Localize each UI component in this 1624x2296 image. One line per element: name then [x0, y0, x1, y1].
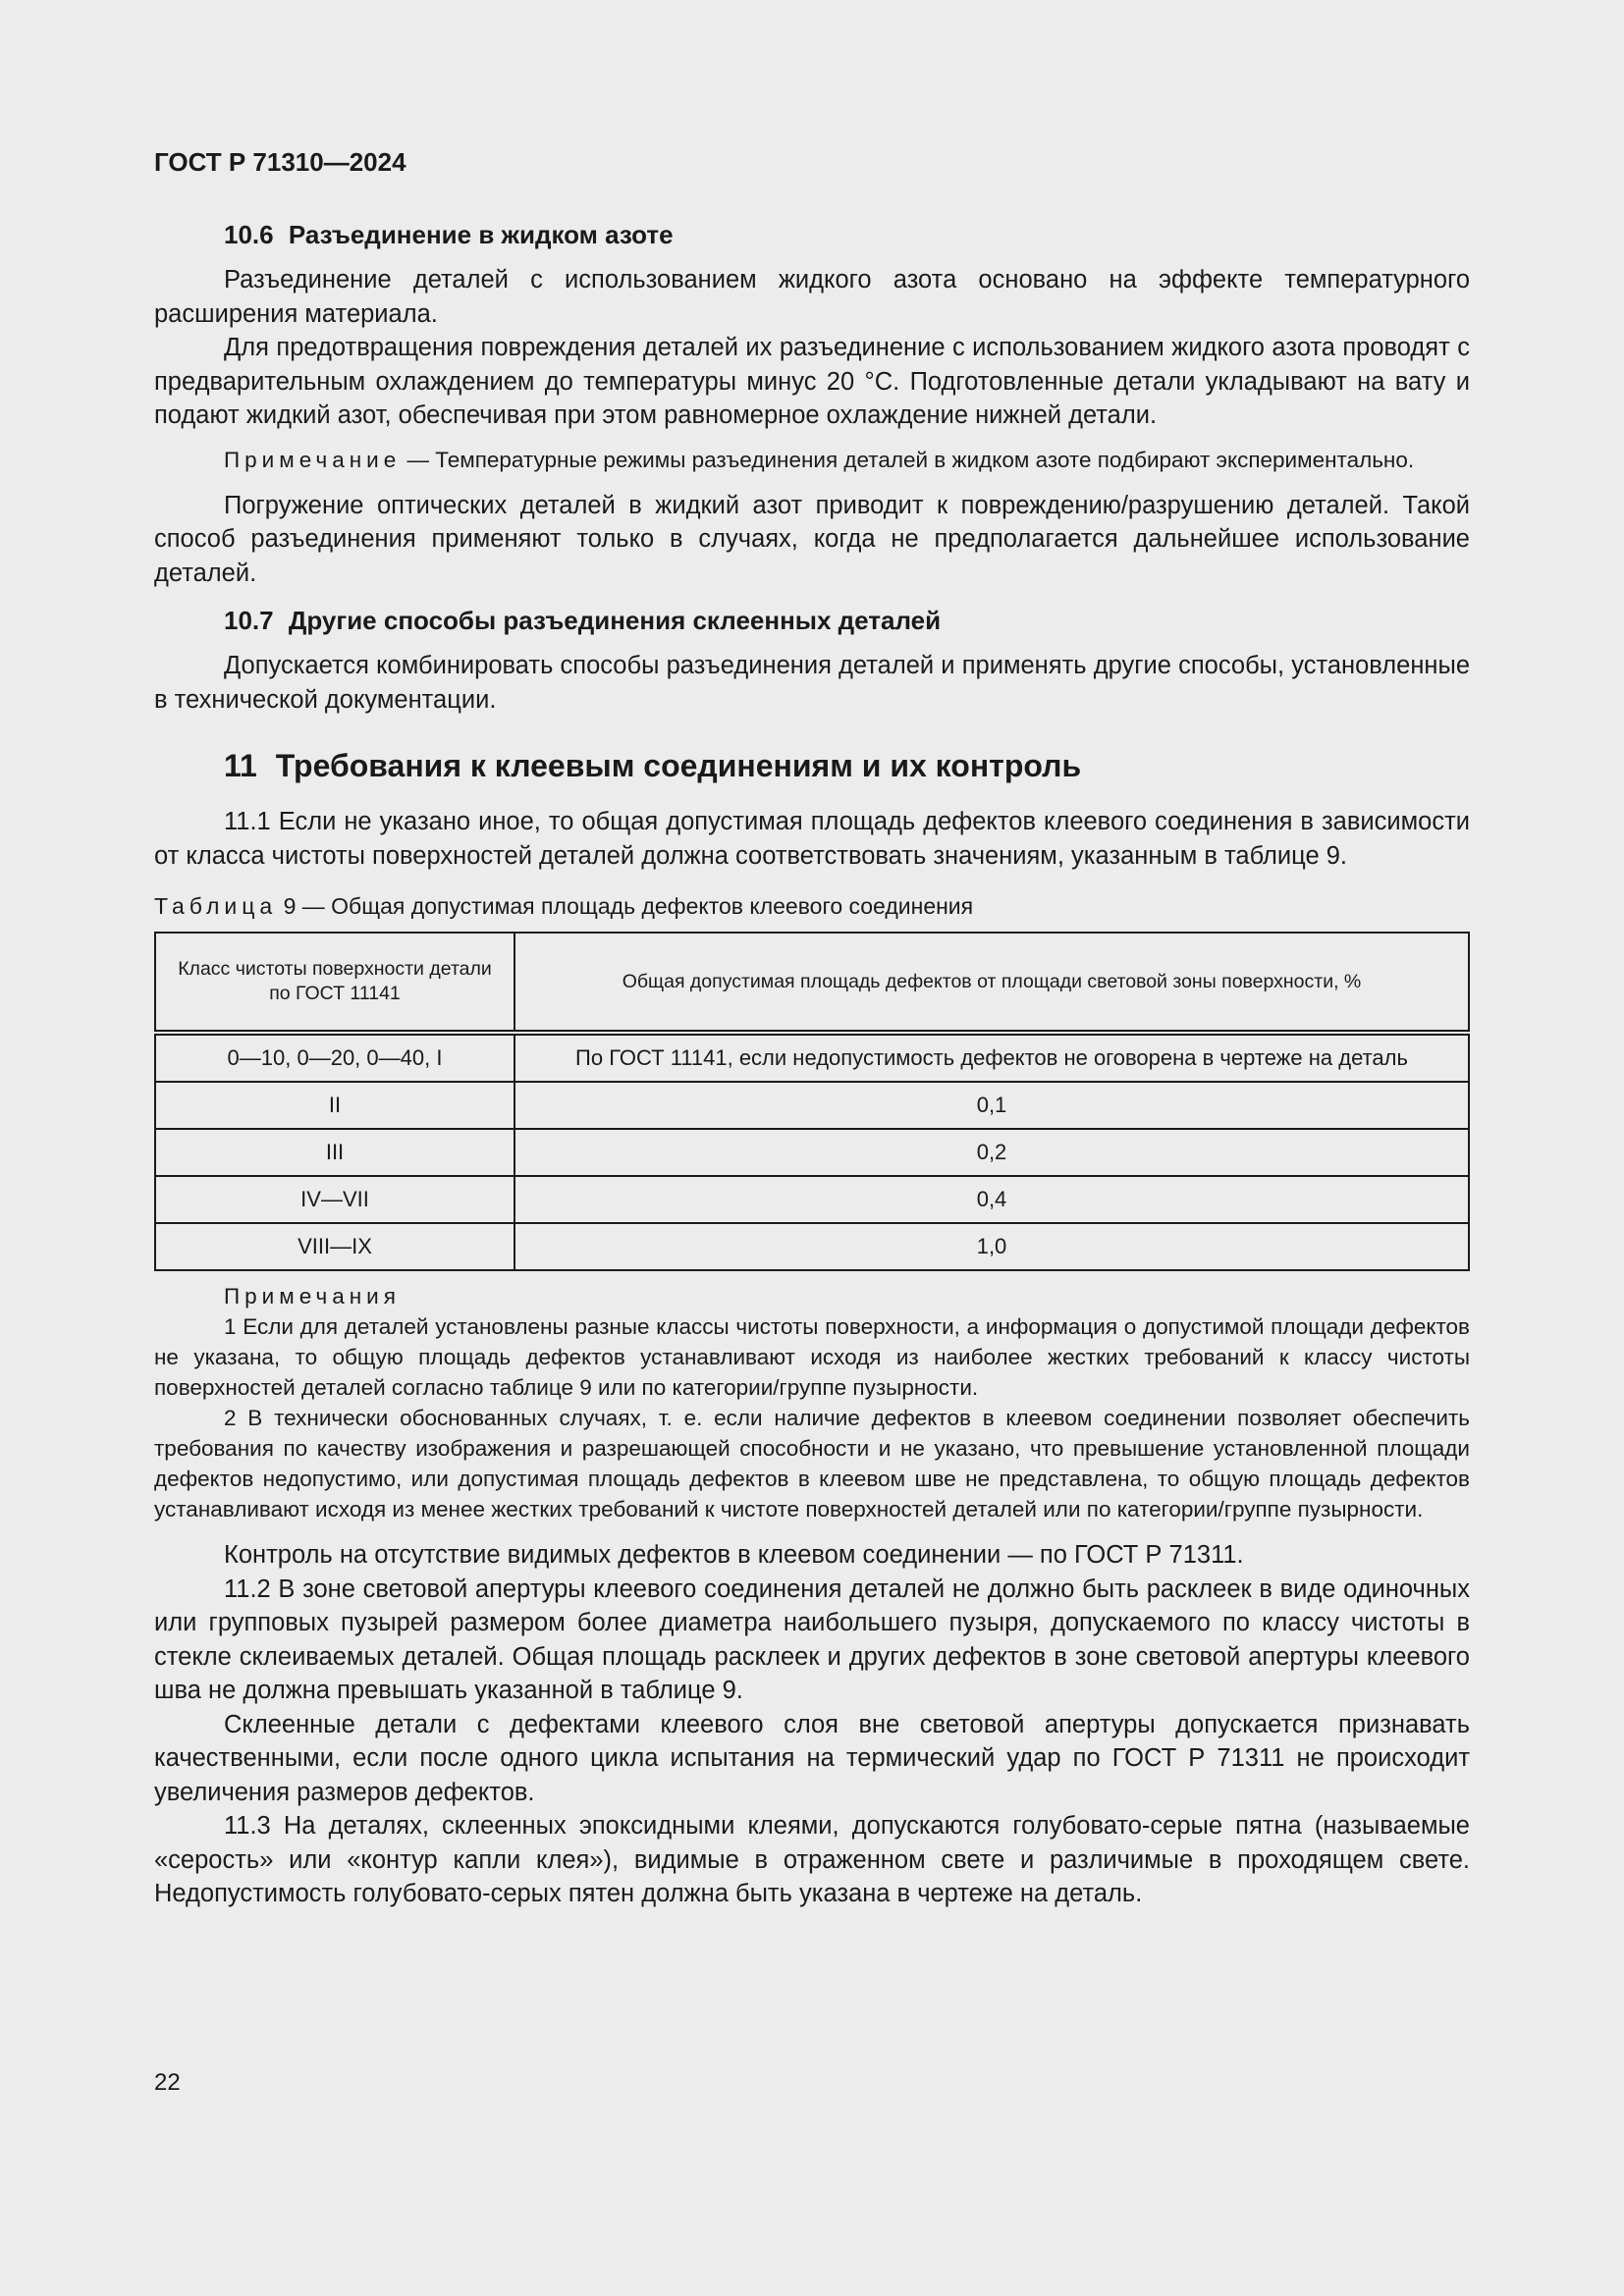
notes-label	[154, 1281, 1470, 1311]
table-caption	[154, 890, 1470, 922]
page-number: 22	[154, 2069, 181, 2096]
section-10-7-title	[224, 604, 1470, 637]
note	[154, 445, 1470, 475]
section-title-text: Другие способы разъединения склеенных деталей	[288, 606, 942, 635]
section-title-text: Требования к клеевым соединениям и их контроль	[275, 748, 1082, 783]
document-header: ГОСТ Р 71310—2024	[154, 147, 406, 177]
table-row	[155, 1082, 1469, 1129]
table-cell: II	[155, 1082, 514, 1129]
table-cell: III	[155, 1129, 514, 1176]
paragraph: Разъединение деталей с использованием жидкого азота основано на эффекте температурного расширения материала.	[154, 266, 1470, 328]
table-cell: 0,4	[514, 1176, 1469, 1223]
table-caption-label: Таблица	[154, 893, 278, 919]
paragraph: 11.3 На деталях, склеенных эпоксидными клеями, допускаются голубовато-серые пятна (называемые «серость» или «контур капли клея»), видимые в отраженном свете и различимые в проходящем свете. Недопустимость голубовато-серых пятен должна быть указана в чертеже на деталь.	[154, 1812, 1470, 1907]
table-cell: 0,2	[514, 1129, 1469, 1176]
table-cell: VIII—IX	[155, 1223, 514, 1270]
paragraph: Для предотвращения повреждения деталей их разъединение с использованием жидкого азота проводят с предварительным охлаждением до температуры минус 20 °С. Подготовленные детали укладывают на вату и подают жидкий азот, обеспечивая при этом равномерное охлаждение нижней детали.	[154, 334, 1470, 429]
note-1: 1 Если для деталей установлены разные классы чистоты поверхности, а информация о допустимой площади дефектов не указана, то общую площадь дефектов устанавливают исходя из наиболее жестких требований к классу чистоты поверхностей деталей согласно таблице 9 или по категории/группе пузырности.	[154, 1314, 1470, 1400]
note-text: — Температурные режимы разъединения деталей в жидком азоте подбирают экспериментально.	[401, 447, 1415, 472]
section-number: 10.7	[224, 606, 274, 635]
table-header-cell: Класс чистоты поверхности детали по ГОСТ 11141	[155, 933, 514, 1033]
note-label: Примечание	[224, 447, 402, 472]
table-row	[155, 1223, 1469, 1270]
table-cell: 0,1	[514, 1082, 1469, 1129]
section-10-6-title	[224, 218, 1470, 251]
section-number: 10.6	[224, 220, 274, 249]
paragraph: Контроль на отсутствие видимых дефектов в клеевом соединении — по ГОСТ Р 71311.	[224, 1541, 1244, 1569]
table-cell: 1,0	[514, 1223, 1469, 1270]
section-title-text: Разъединение в жидком азоте	[288, 220, 674, 249]
paragraph: 11.2 В зоне световой апертуры клеевого соединения деталей не должно быть расклеек в виде одиночных или групповых пузырей размером более диаметра наибольшего пузыря, допускаемого по классу чистоты в стекле склеиваемых деталей. Общая площадь расклеек и других дефектов в зоне световой апертуры клеевого шва не должна превышать указанной в таблице 9.	[154, 1575, 1470, 1704]
section-number: 11	[224, 748, 257, 783]
paragraph: 11.1 Если не указано иное, то общая допустимая площадь дефектов клеевого соединения в зависимости от класса чистоты поверхностей деталей должна соответствовать значениям, указанным в таблице 9.	[154, 808, 1470, 870]
note-2: 2 В технически обоснованных случаях, т. е. если наличие дефектов в клеевом соединении позволяет обеспечить требования по качеству изображения и разрешающей способности и не указано, что превышение установленной площади дефектов недопустимо, или допустимая площадь дефектов в клеевом шве не представлена, то общую площадь дефектов устанавливают исходя из менее жестких требований к чистоте поверхностей деталей или по категории/группе пузырности.	[154, 1406, 1470, 1522]
paragraph: Погружение оптических деталей в жидкий азот приводит к повреждению/разрушению деталей. Такой способ разъединения применяют только в случаях, когда не предполагается дальнейшее использование деталей.	[154, 491, 1470, 587]
section-11-title	[224, 746, 1470, 785]
table-header-row	[155, 933, 1469, 1033]
table-header-cell: Общая допустимая площадь дефектов от площади световой зоны поверхности, %	[514, 933, 1469, 1033]
table-row	[155, 1033, 1469, 1082]
table-row	[155, 1176, 1469, 1223]
document-body	[154, 218, 1470, 1911]
table-cell: 0—10, 0—20, 0—40, I	[155, 1033, 514, 1082]
paragraph: Склеенные детали с дефектами клеевого слоя вне световой апертуры допускается признавать качественными, если после одного цикла испытания на термический удар по ГОСТ Р 71311 не происходит увеличения размеров дефектов.	[154, 1710, 1470, 1806]
paragraph: Допускается комбинировать способы разъединения деталей и применять другие способы, установленные в технической документации.	[154, 652, 1470, 714]
table-caption-text: 9 — Общая допустимая площадь дефектов клеевого соединения	[277, 893, 974, 919]
table-row	[155, 1129, 1469, 1176]
table-cell: IV—VII	[155, 1176, 514, 1223]
notes-label-text: Примечания	[224, 1284, 401, 1308]
defects-table	[154, 932, 1470, 1271]
table-cell: По ГОСТ 11141, если недопустимость дефектов не оговорена в чертеже на деталь	[514, 1033, 1469, 1082]
